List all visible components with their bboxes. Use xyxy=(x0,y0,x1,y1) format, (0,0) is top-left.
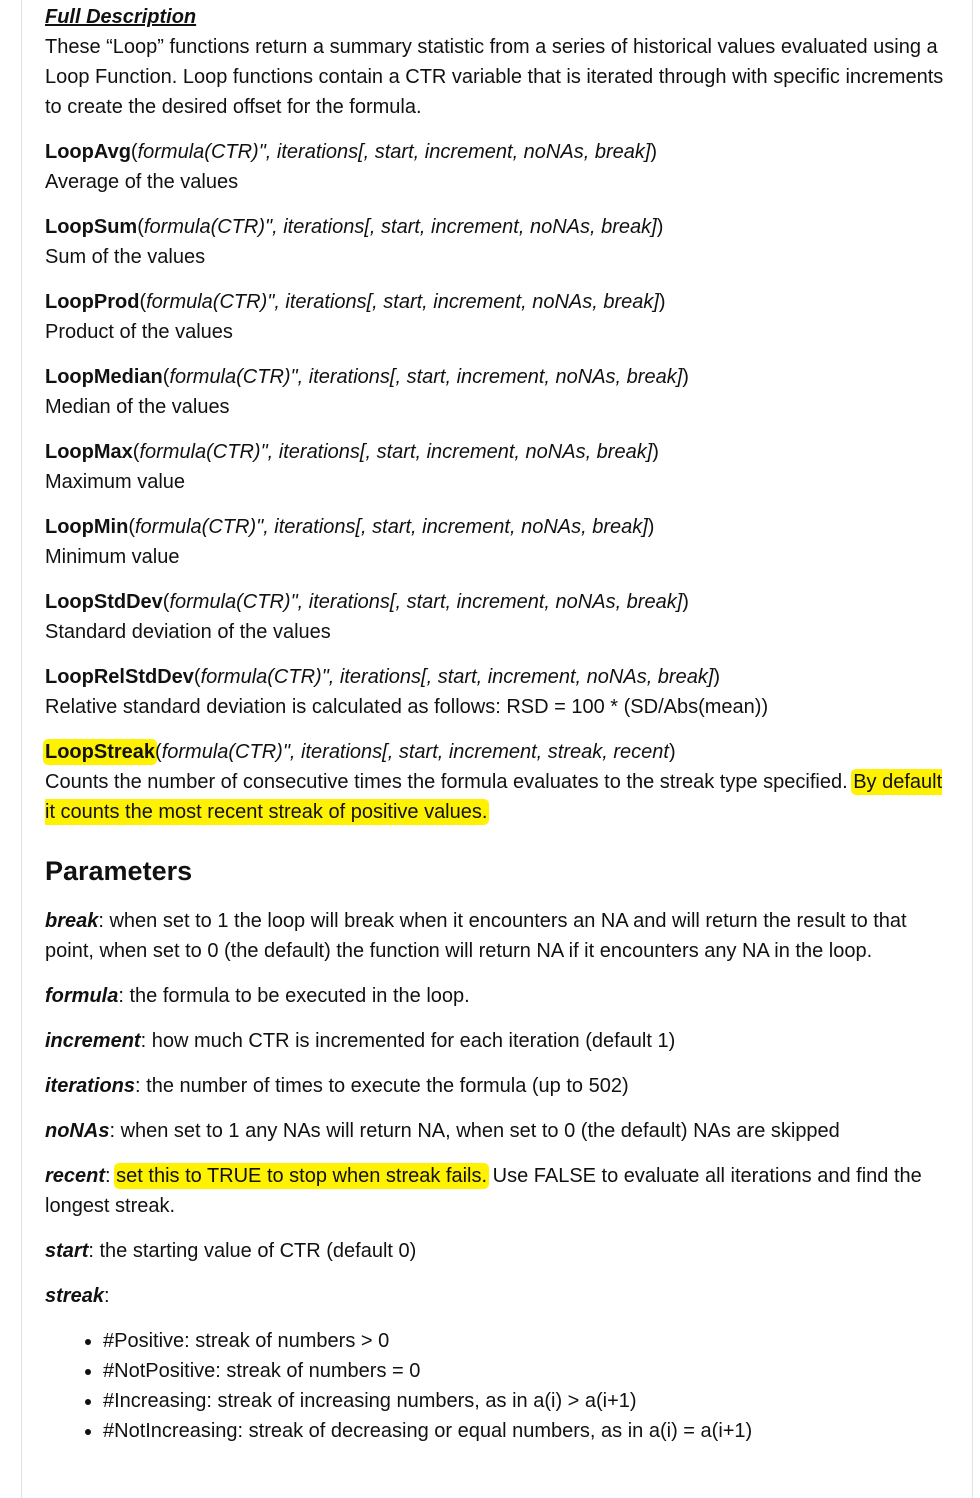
function-entry: LoopRelStdDev(formula(CTR)", iterations[, start, increment, noNAs, break]) Relative standard deviation is calculated as follows: RSD = 100 * (SD/Abs(mean)) xyxy=(45,662,945,722)
function-args: formula(CTR)", iterations[, start, increment, noNAs, break] xyxy=(143,216,657,238)
function-entry: LoopMin(formula(CTR)", iterations[, start, increment, noNAs, break]) Minimum value xyxy=(45,512,945,572)
parameter-name: noNAs xyxy=(45,1120,110,1142)
streak-type-list xyxy=(45,1326,945,1446)
parameter-break xyxy=(45,906,945,966)
function-args: formula(CTR)", iterations[, start, increment, noNAs, break] xyxy=(134,516,648,538)
function-name: LoopStdDev xyxy=(45,591,163,613)
function-name: LoopStreak xyxy=(45,741,156,763)
function-entry: LoopStdDev(formula(CTR)", iterations[, start, increment, noNAs, break]) Standard deviation of the values xyxy=(45,587,945,647)
parameter-text: : when set to 1 any NAs will return NA, when set to 0 (the default) NAs are skipped xyxy=(109,1120,840,1142)
parameter-text: : the formula to be executed in the loop. xyxy=(118,985,470,1007)
function-args: formula(CTR)", iterations[, start, increment, noNAs, break] xyxy=(169,591,683,613)
function-name: LoopAvg xyxy=(45,141,131,163)
full-description-heading: Full Description xyxy=(45,6,197,28)
function-args: formula(CTR)", iterations[, start, increment, noNAs, break] xyxy=(139,441,653,463)
list-item: • #NotIncreasing: streak of decreasing or equal numbers, as in a(i) = a(i+1) xyxy=(103,1416,945,1446)
parameter-text: : when set to 1 the loop will break when it encounters an NA and will return the result to that point, when set to 0 (the default) the function will return NA if it encounters any NA in the loop. xyxy=(45,910,907,962)
intro-paragraph: These “Loop” functions return a summary statistic from a series of historical values evaluated using a Loop Function. Loop functions contain a CTR variable that is iterated through with specific increments to create the desired offset for the formula. xyxy=(45,36,944,118)
parameter-name: formula xyxy=(45,985,119,1007)
function-entry: LoopMedian(formula(CTR)", iterations[, start, increment, noNAs, break]) Median of the values xyxy=(45,362,945,422)
parameter-name: streak xyxy=(45,1285,104,1307)
parameters-heading: Parameters xyxy=(45,856,193,886)
parameter-recent: recent: set this to TRUE to stop when streak fails. Use FALSE to evaluate all iterations and find the longest streak. xyxy=(45,1165,922,1217)
function-list xyxy=(45,137,945,827)
parameter-start xyxy=(45,1236,945,1266)
description-content xyxy=(45,0,945,1446)
function-entry: LoopAvg(formula(CTR)", iterations[, start, increment, noNAs, break]) Average of the values xyxy=(45,137,945,197)
function-args: formula(CTR)", iterations[, start, increment, noNAs, break] xyxy=(137,141,651,163)
parameter-name: increment xyxy=(45,1030,141,1052)
parameter-iterations xyxy=(45,1071,945,1101)
highlighted-text: By default it counts the most recent streak of positive values. xyxy=(45,771,943,823)
parameter-name: break xyxy=(45,910,99,932)
function-description: Median of the values xyxy=(45,396,230,418)
parameter-name: recent xyxy=(45,1165,106,1187)
function-description: Counts the number of consecutive times the formula evaluates to the streak type specified. xyxy=(45,771,848,793)
function-entry: LoopSum(formula(CTR)", iterations[, start, increment, noNAs, break]) Sum of the values xyxy=(45,212,945,272)
function-description: Maximum value xyxy=(45,471,186,493)
function-name: LoopMax xyxy=(45,441,133,463)
parameter-name: iterations xyxy=(45,1075,136,1097)
list-item: • #NotPositive: streak of numbers = 0 xyxy=(103,1356,945,1386)
function-description: Average of the values xyxy=(45,171,239,193)
parameter-increment xyxy=(45,1026,945,1056)
function-args: formula(CTR)", iterations[, start, increment, streak, recent xyxy=(161,741,669,763)
parameter-text: Use FALSE to evaluate all iterations and find the longest streak. xyxy=(45,1165,922,1217)
parameter-name: start xyxy=(45,1240,89,1262)
parameter-text: : the number of times to execute the formula (up to 502) xyxy=(135,1075,629,1097)
parameter-nonas xyxy=(45,1116,945,1146)
function-name: LoopRelStdDev xyxy=(45,666,194,688)
parameter-text: : the starting value of CTR (default 0) xyxy=(88,1240,417,1262)
parameter-text: : how much CTR is incremented for each iteration (default 1) xyxy=(140,1030,676,1052)
list-item: • #Positive: streak of numbers > 0 xyxy=(103,1326,945,1356)
highlighted-text: set this to TRUE to stop when streak fails. xyxy=(116,1165,488,1187)
function-description: Relative standard deviation is calculated as follows: RSD = 100 * (SD/Abs(mean)) xyxy=(45,696,769,718)
parameter-streak: streak: xyxy=(45,1285,110,1307)
function-description: Product of the values xyxy=(45,321,233,343)
function-name: LoopProd xyxy=(45,291,140,313)
function-entry: LoopProd(formula(CTR)", iterations[, start, increment, noNAs, break]) Product of the values xyxy=(45,287,945,347)
function-name: LoopMin xyxy=(45,516,129,538)
parameter-list xyxy=(45,906,945,1446)
parameter-formula xyxy=(45,981,945,1011)
function-description: Minimum value xyxy=(45,546,180,568)
function-description: Standard deviation of the values xyxy=(45,621,331,643)
function-args: formula(CTR)", iterations[, start, increment, noNAs, break] xyxy=(169,366,683,388)
list-item: • #Increasing: streak of increasing numbers, as in a(i) > a(i+1) xyxy=(103,1386,945,1416)
function-entry: LoopMax(formula(CTR)", iterations[, start, increment, noNAs, break]) Maximum value xyxy=(45,437,945,497)
function-args: formula(CTR)", iterations[, start, increment, noNAs, break] xyxy=(146,291,659,313)
function-entry-loopstreak: LoopStreak(formula(CTR)", iterations[, start, increment, streak, recent) Counts the number of consecutive times the formula evaluates to the streak type specified. By default it counts the most recent streak of positive values. xyxy=(45,741,943,823)
function-args: formula(CTR)", iterations[, start, increment, noNAs, break] xyxy=(200,666,714,688)
function-name: LoopSum xyxy=(45,216,138,238)
function-description: Sum of the values xyxy=(45,246,206,268)
function-name: LoopMedian xyxy=(45,366,163,388)
